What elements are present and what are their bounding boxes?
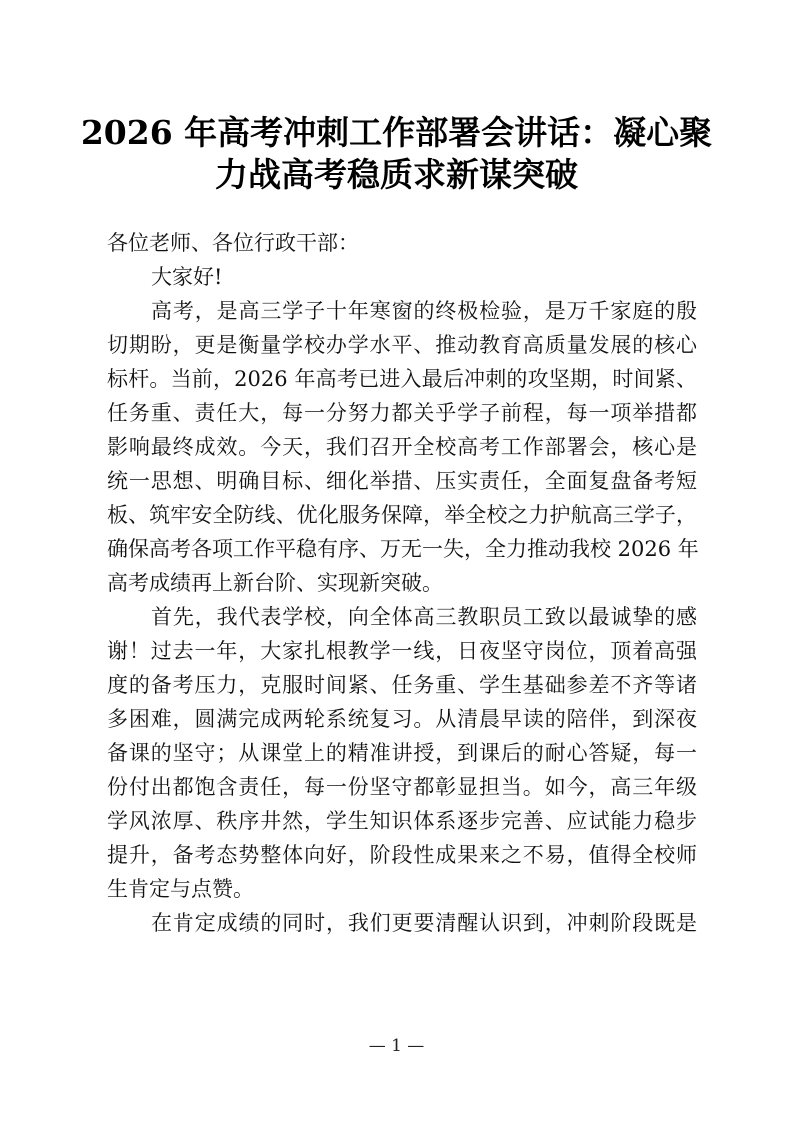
paragraph-line: 提升，备考态势整体向好，阶段性成果来之不易，值得全校师 — [107, 843, 697, 867]
paragraph-line: 统一思想、明确目标、细化举措、压实责任，全面复盘备考短 — [107, 469, 697, 493]
document-title — [0, 112, 793, 196]
paragraph-line: 学风浓厚、秩序井然，学生知识体系逐步完善、应试能力稳步 — [107, 809, 697, 833]
paragraph-line: 确保高考各项工作平稳有序、万无一失，全力推动我校 2026 年 — [107, 537, 699, 561]
title-line-1: 2026 年高考冲刺工作部署会讲话：凝心聚 — [80, 113, 713, 152]
paragraph-line: 多困难，圆满完成两轮系统复习。从清晨早读的陪伴，到深夜 — [107, 707, 697, 731]
paragraph-line: 高考，是高三学子十年寒窗的终极检验，是万千家庭的殷 — [151, 299, 697, 323]
paragraph-line: 高考成绩再上新台阶、实现新突破。 — [107, 571, 443, 595]
paragraph-line: 谢！过去一年，大家扎根教学一线，日夜坚守岗位，顶着高强 — [107, 639, 697, 663]
paragraph-line: 切期盼，更是衡量学校办学水平、推动教育高质量发展的核心 — [107, 333, 697, 357]
paragraph-line: 备课的坚守；从课堂上的精准讲授，到课后的耐心答疑，每一 — [107, 741, 697, 765]
paragraph-line: 度的备考压力，克服时间紧、任务重、学生基础参差不齐等诸 — [107, 673, 697, 697]
paragraph-line: 份付出都饱含责任，每一份坚守都彰显担当。如今，高三年级 — [107, 775, 697, 799]
document-body — [107, 226, 697, 940]
greeting: 大家好! — [151, 265, 223, 289]
salutation: 各位老师、各位行政干部： — [107, 231, 359, 255]
paragraph-line: 任务重、责任大，每一分努力都关乎学子前程，每一项举措都 — [107, 401, 697, 425]
paragraph-line: 生肯定与点赞。 — [107, 877, 254, 901]
paragraph-line: 在肯定成绩的同时，我们更要清醒认识到，冲刺阶段既是 — [151, 911, 697, 935]
page-number: — 1 — — [368, 1036, 425, 1056]
paragraph-line: 标杆。当前，2026 年高考已进入最后冲刺的攻坚期，时间紧、 — [107, 367, 697, 391]
title-line-2: 力战高考稳质求新谋突破 — [215, 155, 578, 194]
paragraph-line: 板、筑牢安全防线、优化服务保障，举全校之力护航高三学子， — [107, 503, 697, 527]
paragraph-line: 首先，我代表学校，向全体高三教职员工致以最诚挚的感 — [151, 605, 697, 629]
paragraph-line: 影响最终成效。今天，我们召开全校高考工作部署会，核心是 — [107, 435, 697, 459]
